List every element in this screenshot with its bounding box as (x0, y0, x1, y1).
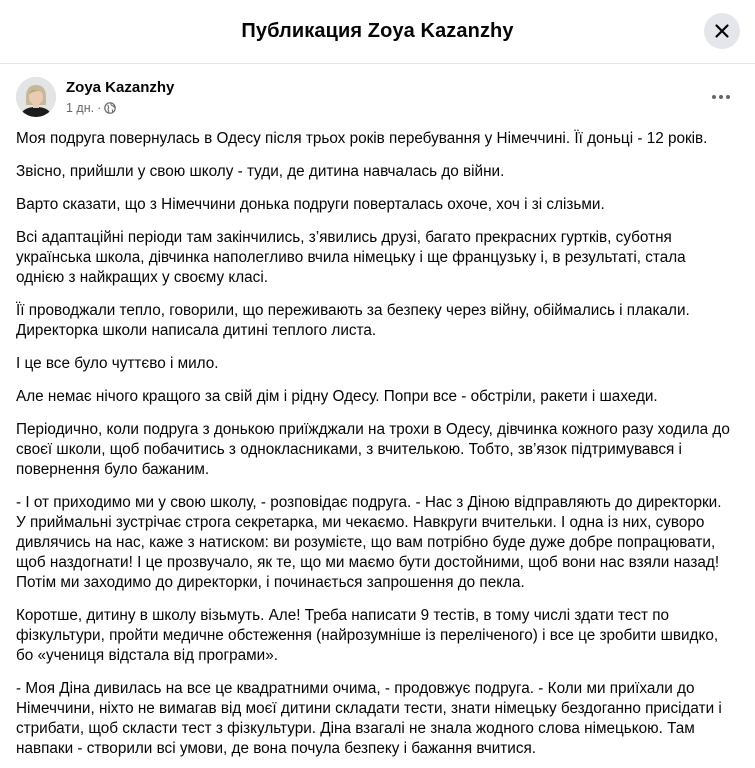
author-name[interactable]: Zoya Kazanzhy (66, 79, 175, 96)
post-paragraph: Моя подруга повернулась в Одесу після трьох років перебування у Німеччині. Її доньці - 12 років. (16, 130, 708, 147)
post-paragraph: І це все було чуттєво і мило. (16, 355, 219, 372)
more-options-button[interactable] (703, 79, 739, 115)
post-time[interactable]: 1 дн. (66, 101, 95, 115)
post-meta (66, 101, 116, 115)
post-paragraph: Періодично, коли подруга з донькою приїжджали на трохи в Одесу, дівчинка кожного разу ходила до своєї школи, щоб побачитись з однокласниками, з вчителькою. Тобто, зв’язок підтримувався і повернення було бажаним. (16, 421, 730, 478)
post-paragraph: Коротше, дитину в школу візьмуть. Але! Треба написати 9 тестів, в тому числі здати тест по фізкультури, пройти медичне обстеження (найрозумніше із переліченого) і все це зробити швидко, бо «учениця відстала від програми». (16, 607, 719, 664)
dialog-header (0, 0, 755, 64)
post-header (16, 77, 739, 121)
avatar-image (16, 77, 56, 117)
post-paragraph: - І от приходимо ми у свою школу, - розповідає подруга. - Нас з Діною відправляють до директорки. У приймальні зустрічає строга секретарка, ми чекаємо. Навкруги вчительки. І одна із них, суворо дивлячись на нас, каже з натиском: ви розумієте, що вам потрібно буде дуже добре попрацювати, щоб наздогнати! І це прозвучало, як те, що ми маємо бути достойними, щоб вони нас взяли назад! Потім ми заходимо до директорки, і починається запрошення до пекла. (16, 494, 722, 591)
close-icon (714, 23, 730, 39)
post-paragraph: Але немає нічого кращого за свій дім і рідну Одесу. Попри все - обстріли, ракети і шахеди. (16, 388, 658, 405)
globe-icon[interactable] (104, 102, 116, 114)
post-paragraph: - Моя Діна дивилась на все це квадратними очима, - продовжує подруга. - Коли ми приїхали до Німеччини, ніхто не вимагав від моєї дитини складати тести, знати німецьку бездоганно присідати і стрибати, щоб скласти тест з фізкультури. Діна взагалі не знала жодного слова німецькою. Там навпаки - створили всі умови, де вона почула безпеку і бажання вчитися. (16, 680, 722, 757)
meta-separator: · (97, 101, 102, 115)
post-content (0, 65, 755, 768)
more-horizontal-icon (711, 94, 731, 100)
post-paragraph: Її проводжали тепло, говорили, що переживають за безпеку через війну, обіймались і плакали. Директорка школи написала дитині теплого листа. (16, 302, 690, 339)
post-paragraph: Варто сказати, що з Німеччини донька подруги поверталась охоче, хоч і зі слізьми. (16, 196, 605, 213)
close-button[interactable] (704, 13, 740, 49)
post-paragraph: Всі адаптаційні періоди там закінчились, з’явились друзі, багато прекрасних гуртків, суботня українська школа, дівчинка наполегливо вчила німецьку і ще французьку і, в результаті, стала однією з найкращих у своєму класі. (16, 229, 686, 286)
dialog-title: Публикация Zoya Kazanzhy (241, 20, 514, 42)
post-paragraph: Звісно, прийшли у свою школу - туди, де дитина навчалась до війни. (16, 163, 505, 180)
avatar[interactable] (16, 77, 56, 117)
post-text (16, 129, 732, 768)
